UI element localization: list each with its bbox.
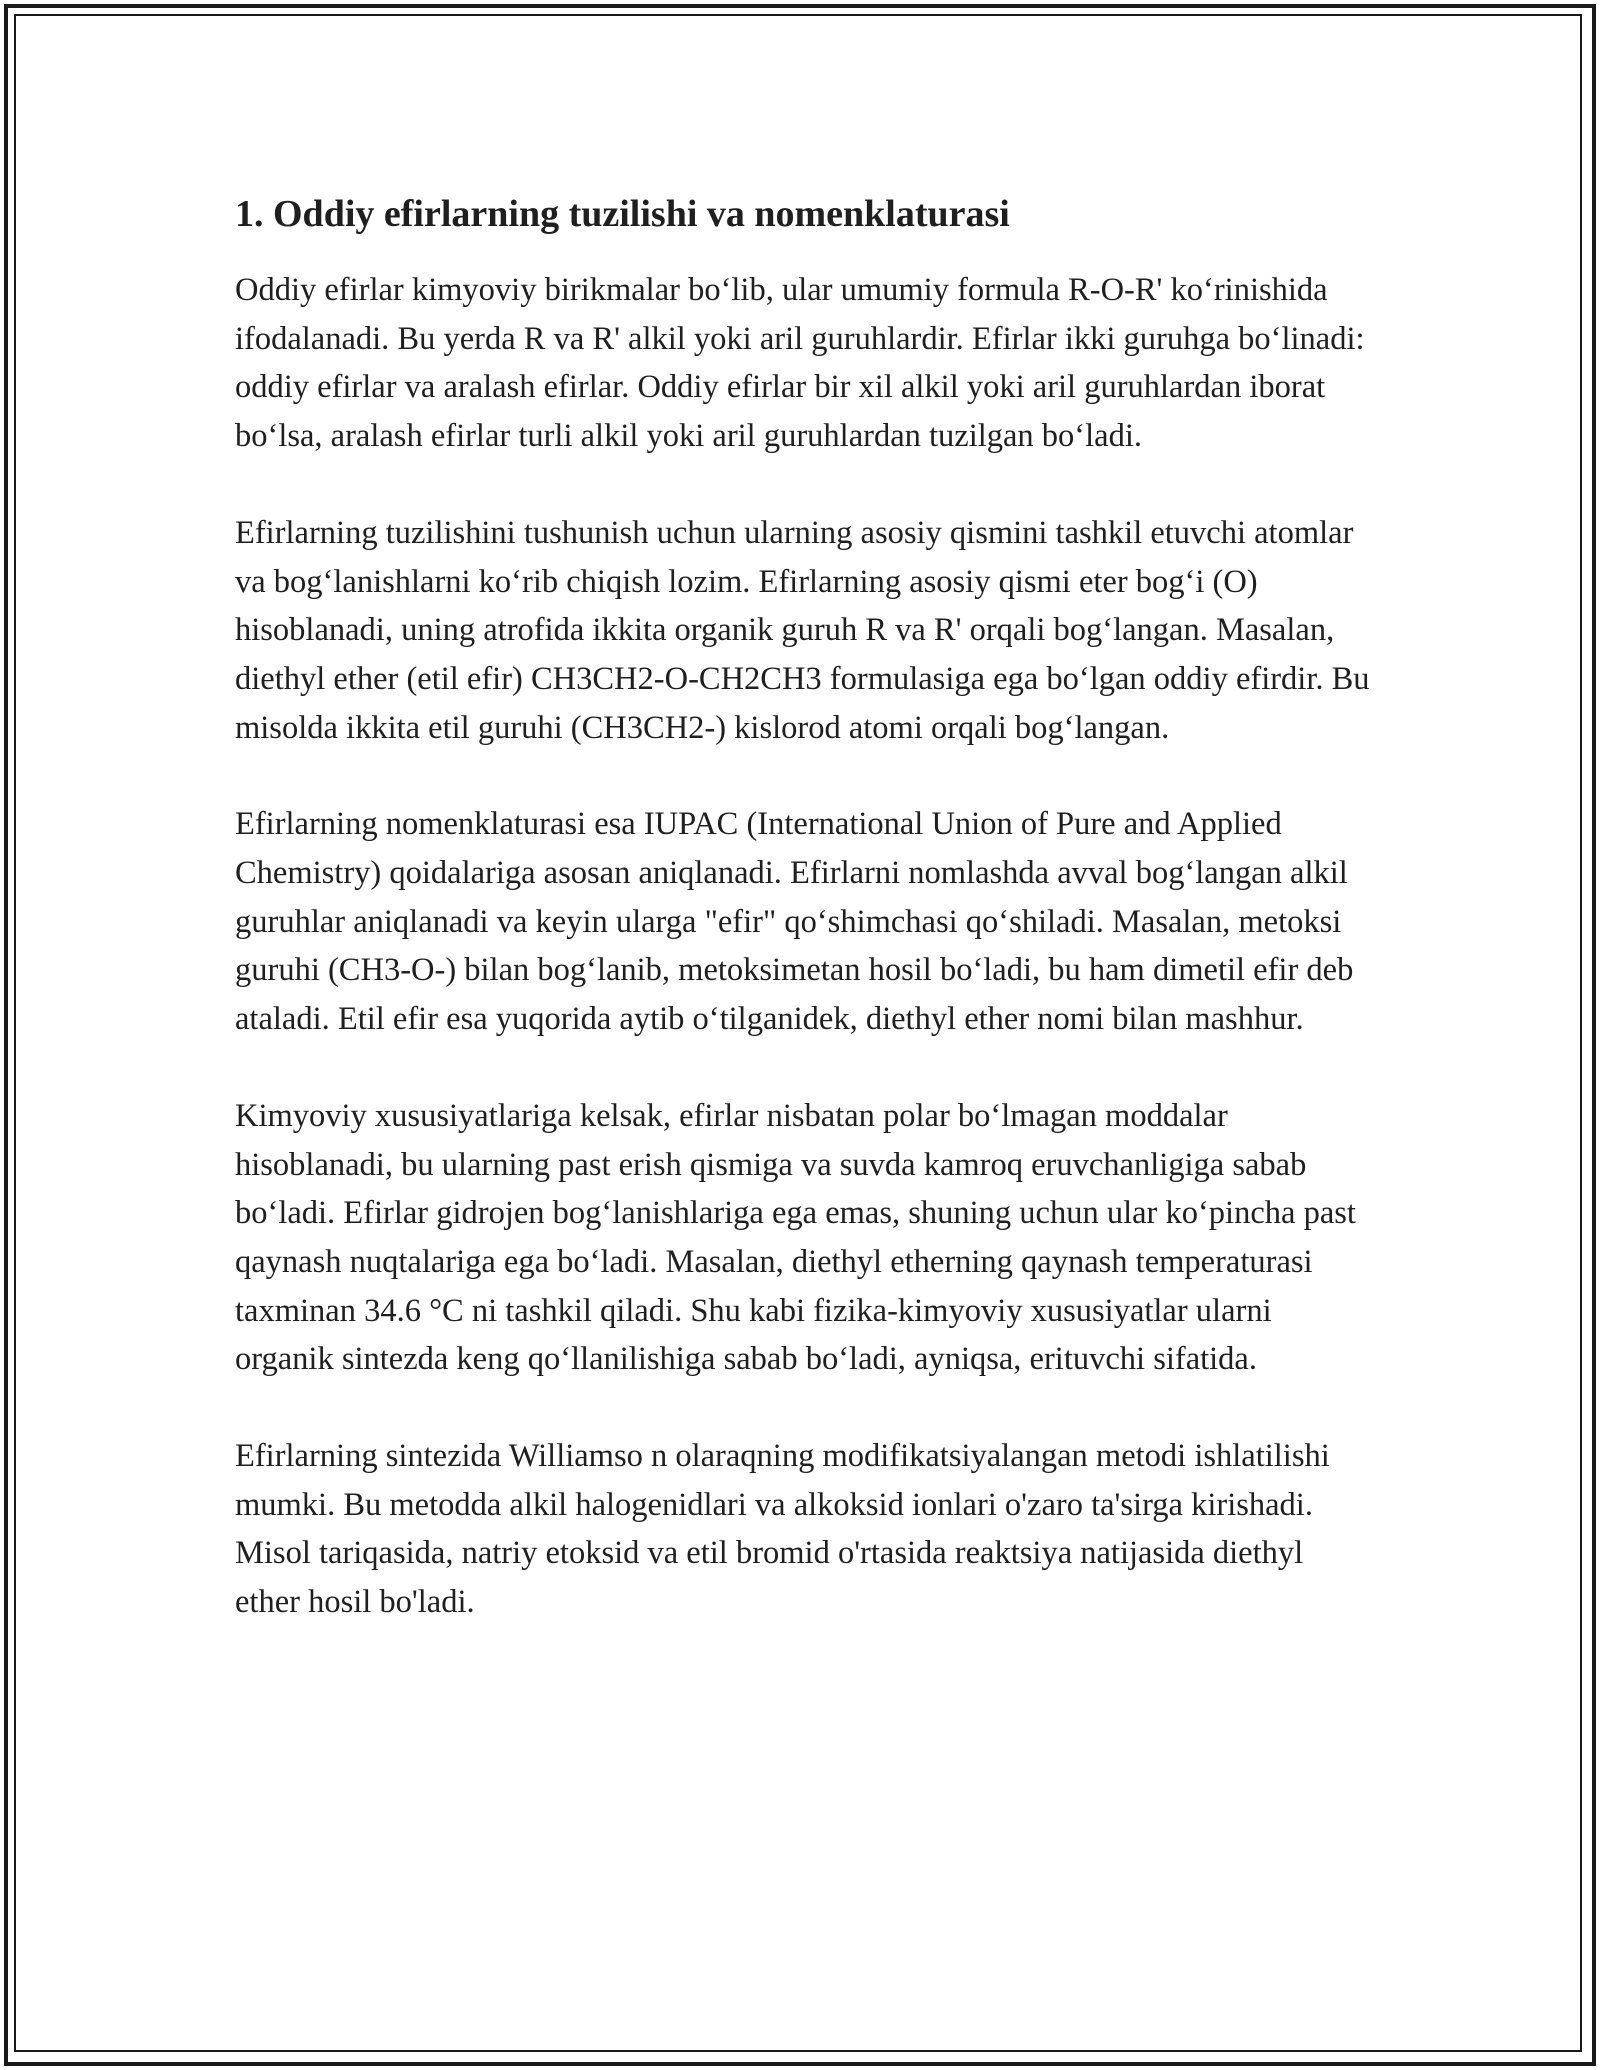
document-body bbox=[235, 188, 1375, 1675]
paragraph-5: Efirlarning sintezida Williamso n olaraqning modifikatsiyalangan metodi ishlatilishi mumki. Bu metodda alkil halogenidlari va alkoksid ionlari o'zaro ta'sirga kirishadi. Misol tariqasida, natriy etoksid va etil bromid o'rtasida reaktsiya natijasida diethyl ether hosil bo'ladi. bbox=[235, 1438, 1330, 1621]
paragraph-2: Efirlarning tuzilishini tushunish uchun ularning asosiy qismini tashkil etuvchi atomlar va bog‘lanishlarni ko‘rib chiqish lozim. Efirlarning asosiy qismi eter bog‘i (O) hisoblanadi, uning atrofida ikkita organik guruh R va R' orqali bog‘langan. Masalan, diethyl ether (etil efir) CH3CH2-O-CH2CH3 formulasiga ega bo‘lgan oddiy efirdir. Bu misolda ikkita etil guruhi (CH3CH2-) kislorod atomi orqali bog‘langan. bbox=[235, 514, 1370, 746]
paragraph-4: Kimyoviy xususiyatlariga kelsak, efirlar nisbatan polar bo‘lmagan moddalar hisoblanadi, bu ularning past erish qismiga va suvda kamroq eruvchanligiga sabab bo‘ladi. Efirlar gidrojen bog‘lanishlariga ega emas, shuning uchun ular ko‘pincha past qaynash nuqtalariga ega bo‘ladi. Masalan, diethyl etherning qaynash temperaturasi taxminan 34.6 °C ni tashkil qiladi. Shu kabi fizika-kimyoviy xususiyatlar ularni organik sintezda keng qo‘llanilishiga sabab bo‘ladi, ayniqsa, erituvchi sifatida. bbox=[235, 1097, 1356, 1378]
paragraph-1: Oddiy efirlar kimyoviy birikmalar bo‘lib, ular umumiy formula R-O-R' ko‘rinishida ifodalanadi. Bu yerda R va R' alkil yoki aril guruhlardir. Efirlar ikki guruhga bo‘linadi: oddiy efirlar va aralash efirlar. Oddiy efirlar bir xil alkil yoki aril guruhlardan iborat bo‘lsa, aralash efirlar turli alkil yoki aril guruhlardan tuzilgan bo‘ladi. bbox=[235, 272, 1365, 455]
section-heading: 1. Oddiy efirlarning tuzilishi va nomenklaturasi bbox=[235, 193, 1010, 235]
paragraph-3: Efirlarning nomenklaturasi esa IUPAC (International Union of Pure and Applied Chemistry) qoidalariga asosan aniqlanadi. Efirlarni nomlashda avval bog‘langan alkil guruhlar aniqlanadi va keyin ularga "efir" qo‘shimchasi qo‘shiladi. Masalan, metoksi guruhi (CH3-O-) bilan bog‘lanib, metoksimetan hosil bo‘ladi, bu ham dimetil efir deb ataladi. Etil efir esa yuqorida aytib o‘tilganidek, diethyl ether nomi bilan mashhur. bbox=[235, 806, 1354, 1038]
